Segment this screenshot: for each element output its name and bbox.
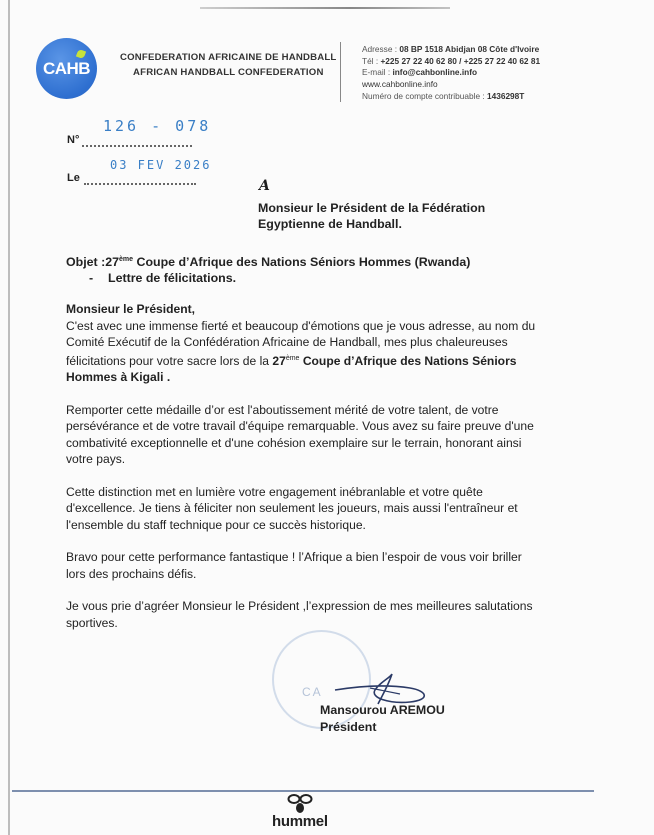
email-line: E-mail : info@cahbonline.info xyxy=(362,67,478,78)
scan-artifact-line xyxy=(200,7,450,9)
website-line: www.cahbonline.info xyxy=(362,79,438,90)
addressee-mark: A xyxy=(259,178,270,194)
reference-number-stamp: 126 - 078 xyxy=(103,117,212,135)
phone-line: Tél : +225 27 22 40 62 80 / +225 27 22 40 62 81 xyxy=(362,55,541,66)
letter-body xyxy=(66,301,536,647)
address-line: Adresse : 08 BP 1518 Abidjan 08 Côte d'Ivoire xyxy=(362,44,540,54)
paragraph-5: Je vous prie d’agréer Monsieur le Président ,l’expression de mes meilleures salutations sportives. xyxy=(66,599,533,630)
reference-dotted-line xyxy=(82,135,192,147)
signer-name: Mansourou AREMOU xyxy=(320,703,445,717)
contact-block xyxy=(362,44,540,103)
subject-line-2: - Lettre de félicitations. xyxy=(89,271,237,285)
subject-line-1: Objet :27ème Coupe d’Afrique des Nations Séniors Hommes (Rwanda) xyxy=(66,255,471,269)
signer-title: Président xyxy=(320,720,377,734)
page-edge xyxy=(8,0,10,835)
stamp-text: CA xyxy=(302,685,323,699)
org-name-fr: CONFEDERATION AFRICAINE DE HANDBALL xyxy=(120,52,337,63)
subject xyxy=(66,252,470,286)
signature-icon xyxy=(330,668,440,708)
paragraph-1: C'est avec une immense fierté et beaucoup d'émotions que je vous adresse, au nom du Comité Exécutif de la Confédération Africaine de Handball, mes plus chaleureuses félicitations pour votre sacre lors de la 27ème Coupe d’Afrique des Nations Séniors Hommes à Kigali . xyxy=(66,318,536,384)
tax-number-line: Numéro de compte contribuable : 1436298T xyxy=(362,90,525,101)
date-stamp: 03 FEV 2026 xyxy=(110,158,212,172)
salutation: Monsieur le Président, xyxy=(66,302,196,316)
footer-divider xyxy=(12,790,594,792)
paragraph-4: Bravo pour cette performance fantastique ! l’Afrique a bien l’espoir de vous voir briller lors des prochains défis. xyxy=(66,550,522,581)
cahb-logo xyxy=(36,38,97,99)
addressee xyxy=(258,200,485,232)
reference-number-label: N° xyxy=(67,134,80,146)
paragraph-3: Cette distinction met en lumière votre engagement inébranlable et votre quête d'excellence. Je tiens à féliciter non seulement les joueurs, mais aussi l'entraîneur et l'ensemble du staff technique pour ce succès historique. xyxy=(66,484,518,532)
logo-text: CAHB xyxy=(42,58,91,78)
header-divider xyxy=(340,42,341,102)
addressee-line-1: Monsieur le Président de la Fédération xyxy=(258,201,486,215)
date-label: Le xyxy=(67,172,80,184)
addressee-line-2: Egyptienne de Handball. xyxy=(258,217,402,231)
hummel-bee-icon xyxy=(287,794,313,814)
org-name-en: AFRICAN HANDBALL CONFEDERATION xyxy=(133,67,324,78)
date-dotted-line xyxy=(84,173,196,185)
organization-name xyxy=(120,50,336,80)
sponsor-logo: hummel xyxy=(272,813,328,830)
paragraph-2: Remporter cette médaille d’or est l'aboutissement mérité de votre talent, de votre persévérance et de votre travail d'équipe remarquable. Vous avez su faire preuve d'une combativité exceptionnelle et d'une cohésion exemplaire sur le terrain, honorant ainsi votre pays. xyxy=(66,402,534,466)
